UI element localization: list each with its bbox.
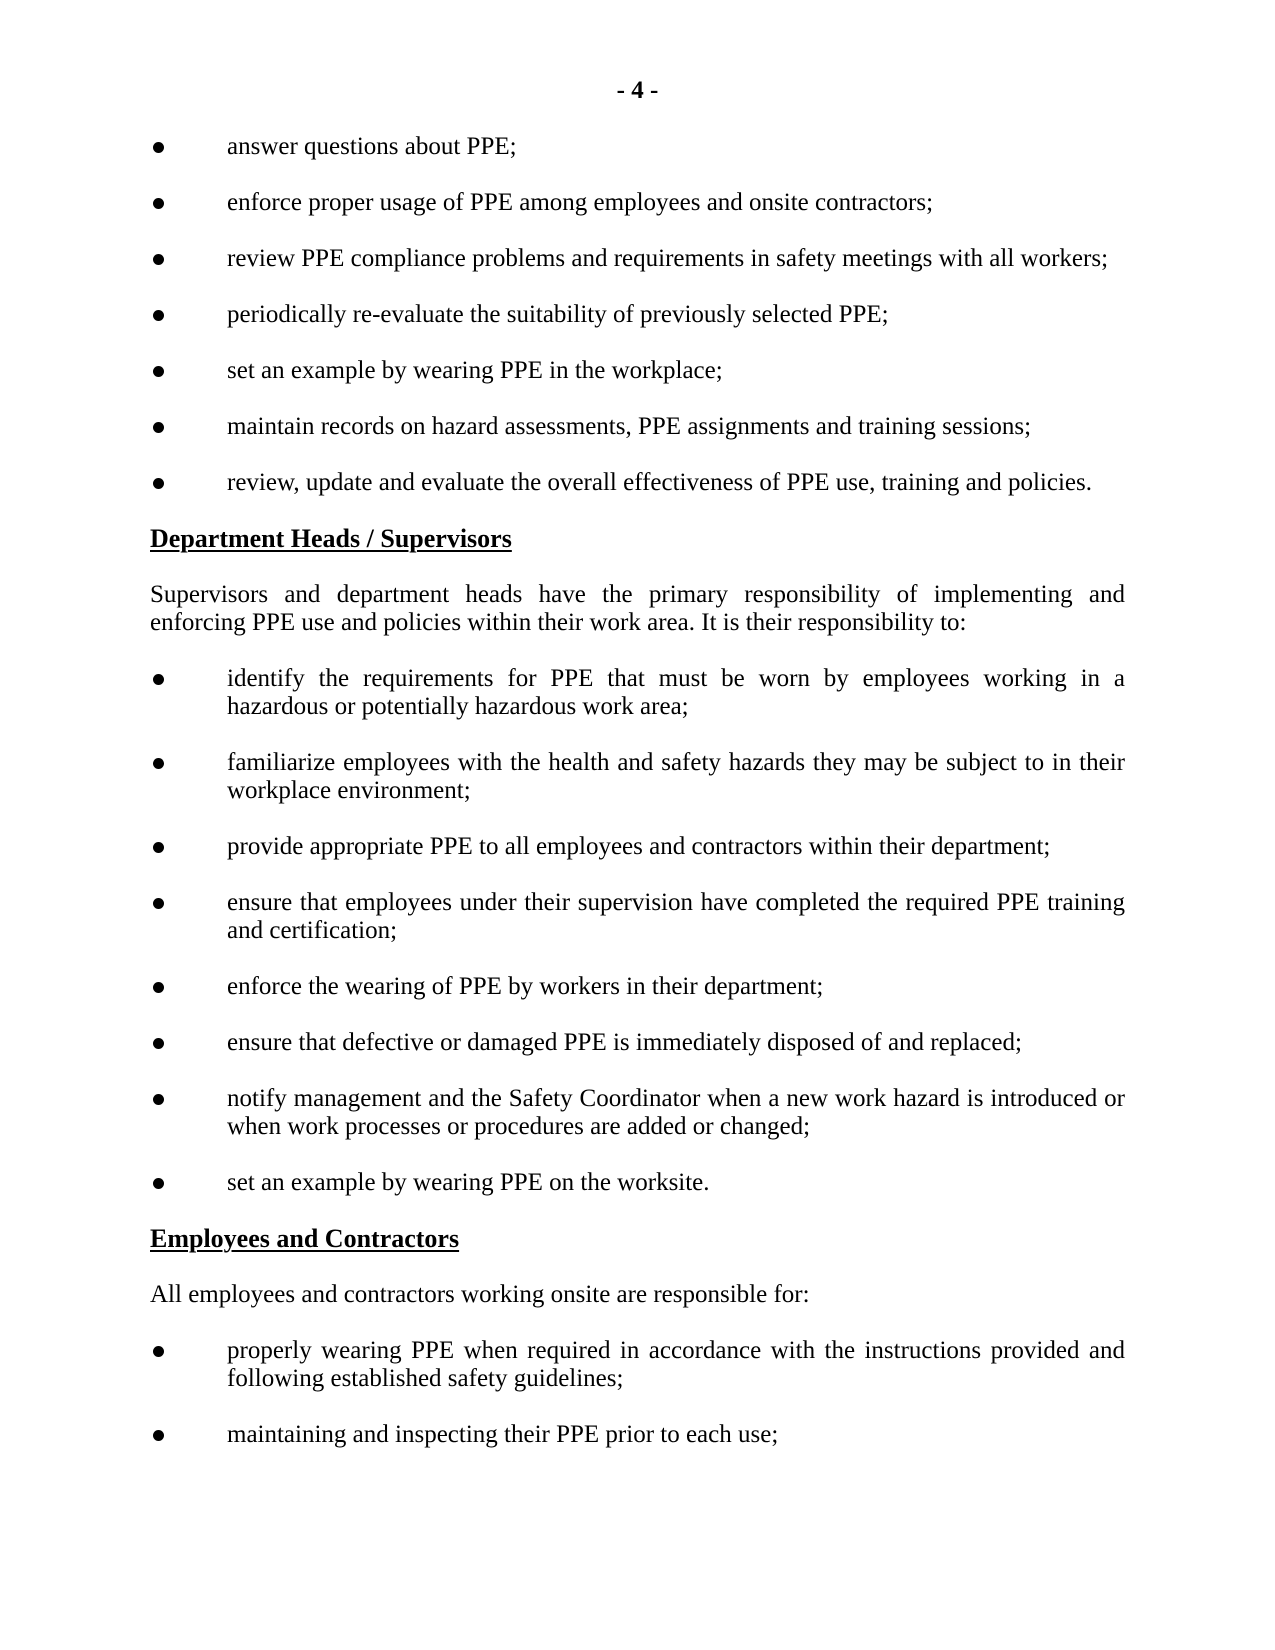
list-item <box>150 413 1125 441</box>
bullet-icon <box>153 982 164 993</box>
list-item <box>150 189 1125 217</box>
bullet-icon <box>153 1346 164 1357</box>
list-item <box>150 1337 1125 1393</box>
page-number: - 4 - <box>616 77 659 104</box>
bullet-icon <box>153 1094 164 1105</box>
department-heads-bullet-list <box>150 665 1125 1197</box>
bullet-icon <box>153 842 164 853</box>
bullet-icon <box>153 1178 164 1189</box>
employees-contractors-bullet-list <box>150 1337 1125 1449</box>
bullet-text: familiarize employees with the health and safety hazards they may be subject to in their workplace environment; <box>227 749 1125 804</box>
list-item <box>150 1169 1125 1197</box>
bullet-icon <box>153 1430 164 1441</box>
bullet-text: maintain records on hazard assessments, PPE assignments and training sessions; <box>227 413 1032 440</box>
bullet-text: answer questions about PPE; <box>227 133 517 160</box>
bullet-icon <box>153 1038 164 1049</box>
section-intro-paragraph: All employees and contractors working onsite are responsible for: <box>150 1281 810 1308</box>
bullet-icon <box>153 254 164 265</box>
list-item <box>150 889 1125 945</box>
bullet-text: provide appropriate PPE to all employees and contractors within their department; <box>227 833 1051 860</box>
bullet-text: ensure that defective or damaged PPE is immediately disposed of and replaced; <box>227 1029 1022 1056</box>
bullet-text: enforce the wearing of PPE by workers in their department; <box>227 973 824 1000</box>
bullet-text: review, update and evaluate the overall effectiveness of PPE use, training and policies. <box>227 469 1092 496</box>
list-item <box>150 833 1125 861</box>
list-item <box>150 133 1125 161</box>
list-item <box>150 749 1125 805</box>
bullet-icon <box>153 366 164 377</box>
bullet-text: identify the requirements for PPE that must be worn by employees working in a hazardous or potentially hazardous work area; <box>227 665 1125 720</box>
bullet-icon <box>153 422 164 433</box>
list-item <box>150 301 1125 329</box>
bullet-text: properly wearing PPE when required in accordance with the instructions provided and following established safety guidelines; <box>227 1337 1125 1392</box>
list-item <box>150 1029 1125 1057</box>
bullet-text: notify management and the Safety Coordinator when a new work hazard is introduced or when work processes or procedures are added or changed; <box>227 1085 1125 1140</box>
section-intro-paragraph: Supervisors and department heads have the primary responsibility of implementing and enforcing PPE use and policies within their work area. It is their responsibility to: <box>150 581 1125 636</box>
section-heading-employees-contractors: Employees and Contractors <box>150 1224 460 1253</box>
list-item <box>150 1085 1125 1141</box>
bullet-icon <box>153 898 164 909</box>
bullet-text: enforce proper usage of PPE among employees and onsite contractors; <box>227 189 934 216</box>
bullet-text: review PPE compliance problems and requirements in safety meetings with all workers; <box>227 245 1109 272</box>
intro-bullet-list <box>150 133 1125 497</box>
list-item <box>150 357 1125 385</box>
bullet-text: set an example by wearing PPE in the workplace; <box>227 357 723 384</box>
bullet-icon <box>153 674 164 685</box>
list-item <box>150 1421 1125 1449</box>
bullet-text: periodically re-evaluate the suitability of previously selected PPE; <box>227 301 889 328</box>
list-item <box>150 469 1125 497</box>
bullet-icon <box>153 758 164 769</box>
bullet-icon <box>153 198 164 209</box>
section-heading-department-heads: Department Heads / Supervisors <box>150 524 512 553</box>
bullet-text: set an example by wearing PPE on the worksite. <box>227 1169 710 1196</box>
bullet-icon <box>153 142 164 153</box>
bullet-text: maintaining and inspecting their PPE prior to each use; <box>227 1421 779 1448</box>
bullet-icon <box>153 478 164 489</box>
bullet-text: ensure that employees under their supervision have completed the required PPE training and certification; <box>227 889 1125 944</box>
list-item <box>150 245 1125 273</box>
list-item <box>150 665 1125 721</box>
list-item <box>150 973 1125 1001</box>
bullet-icon <box>153 310 164 321</box>
